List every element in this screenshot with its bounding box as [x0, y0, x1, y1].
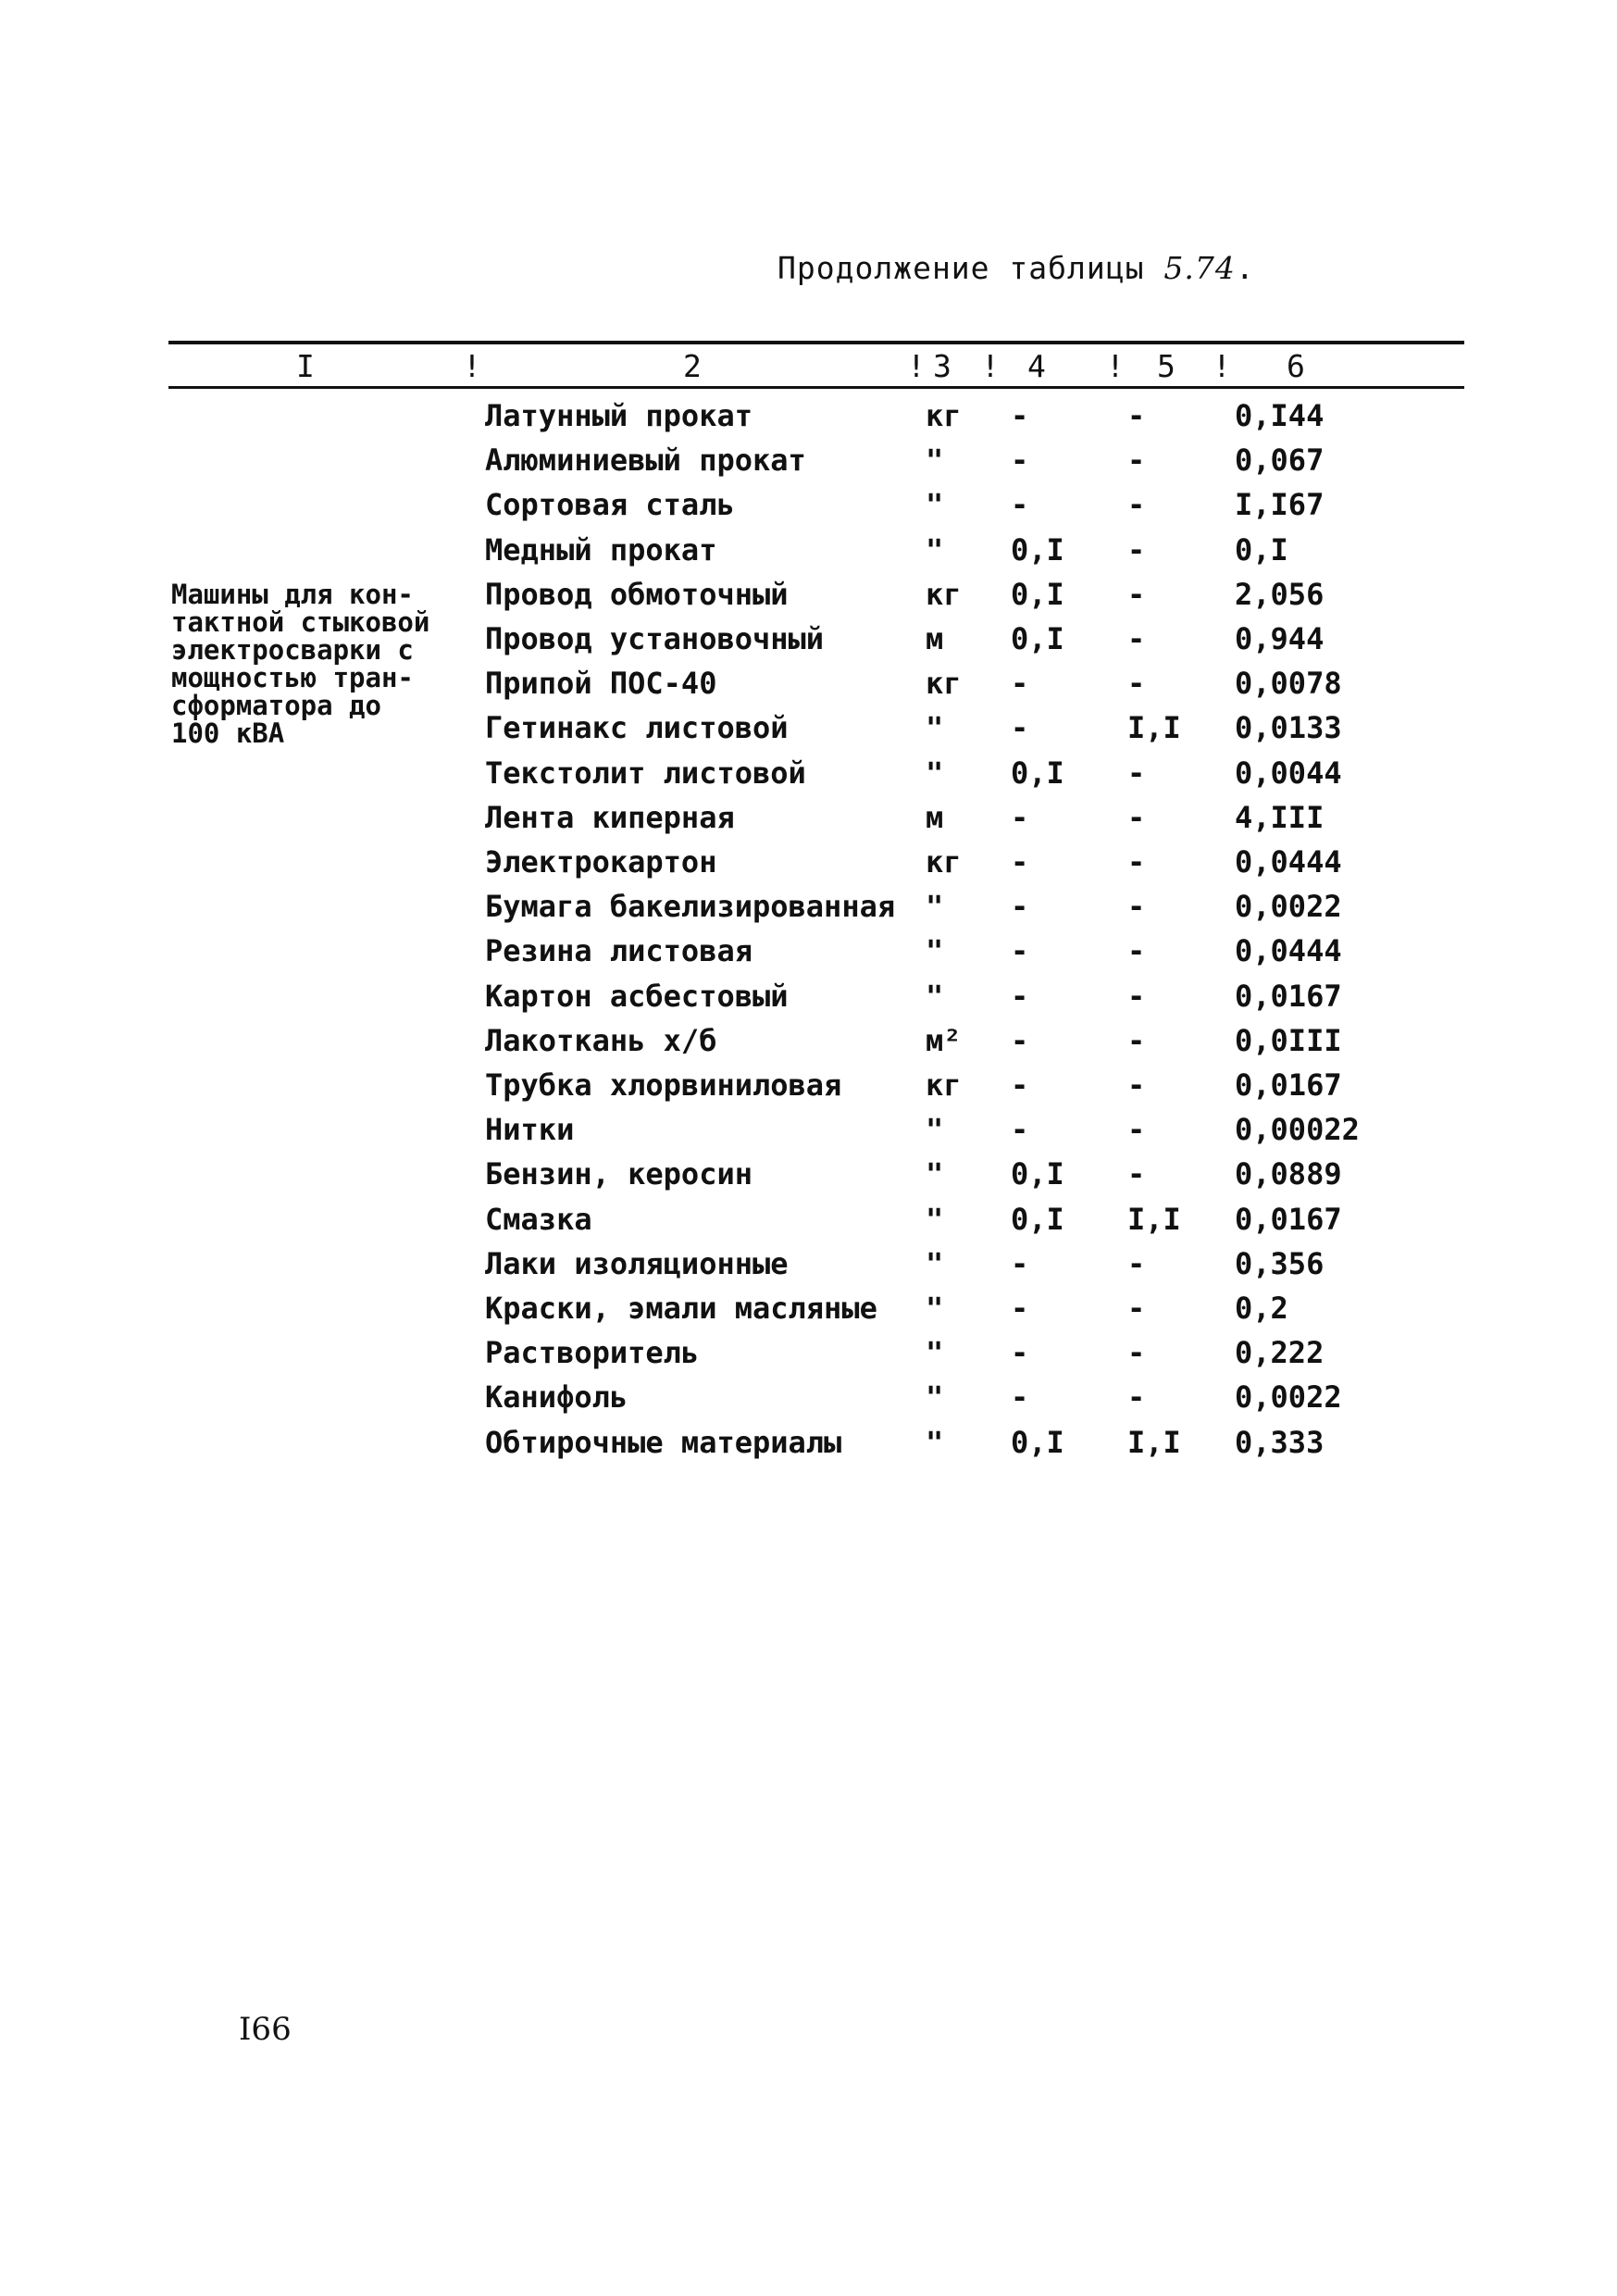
col-4-value: - [1011, 933, 1029, 969]
col-5-value: - [1127, 1067, 1146, 1103]
col-6-value: 0,0022 [1235, 889, 1342, 925]
col-5-value: - [1127, 799, 1146, 835]
unit: м [926, 621, 944, 656]
material-name: Картон асбестовый [485, 978, 789, 1014]
caption-text: Продолжение таблицы [777, 250, 1145, 286]
table-row [0, 661, 1617, 705]
table-header-rule [168, 386, 1464, 389]
col-5-value: - [1127, 978, 1146, 1014]
unit: " [926, 1245, 944, 1281]
header-col-1: I [296, 348, 315, 384]
material-name: Лаки изоляционные [485, 1245, 789, 1281]
col-6-value: 4,III [1235, 799, 1325, 835]
table-row [0, 1018, 1617, 1063]
col-6-value: 0,0167 [1235, 1201, 1342, 1237]
material-name: Бензин, керосин [485, 1156, 753, 1192]
unit: кг [926, 844, 962, 880]
table-row [0, 751, 1617, 795]
col-5-value: - [1127, 933, 1146, 969]
material-name: Алюминиевый прокат [485, 443, 806, 479]
unit: " [926, 889, 944, 925]
header-separator: ! [1213, 348, 1231, 384]
unit: м [926, 799, 944, 835]
col-5-value: - [1127, 443, 1146, 479]
material-name: Нитки [485, 1112, 575, 1148]
material-name: Трубка хлорвиниловая [485, 1067, 842, 1103]
col-6-value: 0,067 [1235, 443, 1325, 479]
table-row [0, 617, 1617, 661]
col-5-value: I,I [1127, 1201, 1181, 1237]
unit: м² [926, 1022, 962, 1058]
unit: " [926, 710, 944, 746]
col-6-value: 0,333 [1235, 1424, 1325, 1460]
table-row [0, 929, 1617, 973]
material-name: Текстолит листовой [485, 755, 806, 791]
col-6-value: 0,0167 [1235, 1067, 1342, 1103]
page-number: I66 [239, 2011, 292, 2048]
col-4-value: 0,I [1011, 531, 1064, 568]
col-4-value: 0,I [1011, 621, 1064, 656]
col-4-value: - [1011, 1022, 1029, 1058]
col-4-value: 0,I [1011, 1156, 1064, 1192]
unit: " [926, 1424, 944, 1460]
col-5-value: - [1127, 1156, 1146, 1192]
col-6-value: 0,944 [1235, 621, 1325, 656]
col-4-value: - [1011, 666, 1029, 702]
table-row [0, 840, 1617, 884]
col-5-value: - [1127, 1291, 1146, 1326]
col-4-value: - [1011, 398, 1029, 433]
col-4-value: 0,I [1011, 1424, 1064, 1460]
col-5-value: - [1127, 621, 1146, 656]
caption-trailing: . [1235, 250, 1255, 286]
col-4-value: - [1011, 978, 1029, 1014]
col-4-value: - [1011, 1335, 1029, 1371]
material-name: Бумага бакелизированная [485, 889, 896, 925]
table-row [0, 1242, 1617, 1286]
col-5-value: - [1127, 844, 1146, 880]
unit: кг [926, 1067, 962, 1103]
table-row [0, 393, 1617, 438]
table-row [0, 1107, 1617, 1152]
table-row [0, 528, 1617, 572]
col-5-value: - [1127, 487, 1146, 523]
material-name: Провод установочный [485, 621, 825, 656]
header-separator: ! [463, 348, 481, 384]
material-name: Резина листовая [485, 933, 753, 969]
col-4-value: - [1011, 1067, 1029, 1103]
material-name: Припой ПОС-40 [485, 666, 717, 702]
col-4-value: - [1011, 889, 1029, 925]
col-5-value: - [1127, 755, 1146, 791]
table-row [0, 1286, 1617, 1330]
col-6-value: 0,0044 [1235, 755, 1342, 791]
unit: " [926, 978, 944, 1014]
table-row [0, 1375, 1617, 1419]
table-top-rule [168, 341, 1464, 344]
material-name: Растворитель [485, 1335, 700, 1371]
unit: " [926, 443, 944, 479]
header-col-4: 4 [1027, 348, 1046, 384]
col-6-value: 0,0444 [1235, 933, 1342, 969]
col-4-value: - [1011, 1379, 1029, 1416]
table-row [0, 705, 1617, 750]
unit: " [926, 1156, 944, 1192]
col-4-value: - [1011, 487, 1029, 523]
table-row [0, 482, 1617, 527]
col-5-value: - [1127, 576, 1146, 612]
col-5-value: - [1127, 1335, 1146, 1371]
table-row [0, 1420, 1617, 1465]
unit: " [926, 755, 944, 791]
col-6-value: 0,0444 [1235, 844, 1342, 880]
col-4-value: - [1011, 844, 1029, 880]
col-5-value: I,I [1127, 710, 1181, 746]
header-separator: ! [981, 348, 1000, 384]
material-name: Смазка [485, 1201, 592, 1237]
unit: " [926, 1379, 944, 1416]
col-4-value: - [1011, 1245, 1029, 1281]
table-caption [777, 250, 1255, 286]
material-name: Электрокартон [485, 844, 717, 880]
col-5-value: - [1127, 531, 1146, 568]
col-4-value: - [1011, 710, 1029, 746]
header-col-3: 3 [933, 348, 952, 384]
table-row [0, 438, 1617, 482]
col-5-value: - [1127, 1245, 1146, 1281]
col-6-value: 0,2 [1235, 1291, 1288, 1326]
header-col-6: 6 [1287, 348, 1305, 384]
table-row [0, 1197, 1617, 1242]
material-name: Лакоткань х/б [485, 1022, 717, 1058]
table-row [0, 1063, 1617, 1107]
material-name: Канифоль [485, 1379, 628, 1416]
col-4-value: - [1011, 443, 1029, 479]
unit: " [926, 1112, 944, 1148]
col-5-value: - [1127, 889, 1146, 925]
table-row [0, 1152, 1617, 1196]
col-5-value: I,I [1127, 1424, 1181, 1460]
col-6-value: 0,222 [1235, 1335, 1325, 1371]
header-col-2: 2 [683, 348, 702, 384]
unit: кг [926, 576, 962, 612]
col-6-value: 0,I [1235, 531, 1288, 568]
unit: " [926, 487, 944, 523]
group-description: Машины для кон- тактной стыковой электросварки с мощностью тран- сформатора до 100 кВА [171, 579, 430, 749]
material-name: Сортовая сталь [485, 487, 735, 523]
col-6-value: 0,0167 [1235, 978, 1342, 1014]
col-6-value: 0,0078 [1235, 666, 1342, 702]
unit: " [926, 1291, 944, 1326]
col-5-value: - [1127, 666, 1146, 702]
table-row [0, 1330, 1617, 1375]
unit: кг [926, 666, 962, 702]
col-6-value: 0,0022 [1235, 1379, 1342, 1416]
col-4-value: - [1011, 1112, 1029, 1148]
header-separator: ! [1106, 348, 1125, 384]
unit: " [926, 933, 944, 969]
col-6-value: 0,I44 [1235, 398, 1325, 433]
table-row [0, 974, 1617, 1018]
table-number: 5.74 [1163, 250, 1236, 286]
table-row [0, 795, 1617, 840]
material-name: Провод обмоточный [485, 576, 789, 612]
col-6-value: 0,0III [1235, 1022, 1342, 1058]
col-4-value: 0,I [1011, 755, 1064, 791]
unit: кг [926, 398, 962, 433]
header-col-5: 5 [1157, 348, 1175, 384]
col-4-value: 0,I [1011, 576, 1064, 612]
header-separator: ! [907, 348, 926, 384]
material-name: Гетинакс листовой [485, 710, 789, 746]
material-name: Обтирочные материалы [485, 1424, 842, 1460]
col-4-value: - [1011, 799, 1029, 835]
table-row [0, 884, 1617, 929]
table-row [0, 572, 1617, 617]
col-4-value: - [1011, 1291, 1029, 1326]
col-6-value: 0,356 [1235, 1245, 1325, 1281]
col-6-value: 0,00022 [1235, 1112, 1360, 1148]
col-6-value: 0,0133 [1235, 710, 1342, 746]
col-5-value: - [1127, 1112, 1146, 1148]
unit: " [926, 1335, 944, 1371]
col-6-value: 2,056 [1235, 576, 1325, 612]
material-name: Краски, эмали масляные [485, 1291, 877, 1326]
material-name: Лента киперная [485, 799, 735, 835]
unit: " [926, 531, 944, 568]
col-6-value: 0,0889 [1235, 1156, 1342, 1192]
col-5-value: - [1127, 1379, 1146, 1416]
material-name: Латунный прокат [485, 398, 753, 433]
col-5-value: - [1127, 1022, 1146, 1058]
unit: " [926, 1201, 944, 1237]
col-6-value: I,I67 [1235, 487, 1325, 523]
col-4-value: 0,I [1011, 1201, 1064, 1237]
material-name: Медный прокат [485, 531, 717, 568]
col-5-value: - [1127, 398, 1146, 433]
